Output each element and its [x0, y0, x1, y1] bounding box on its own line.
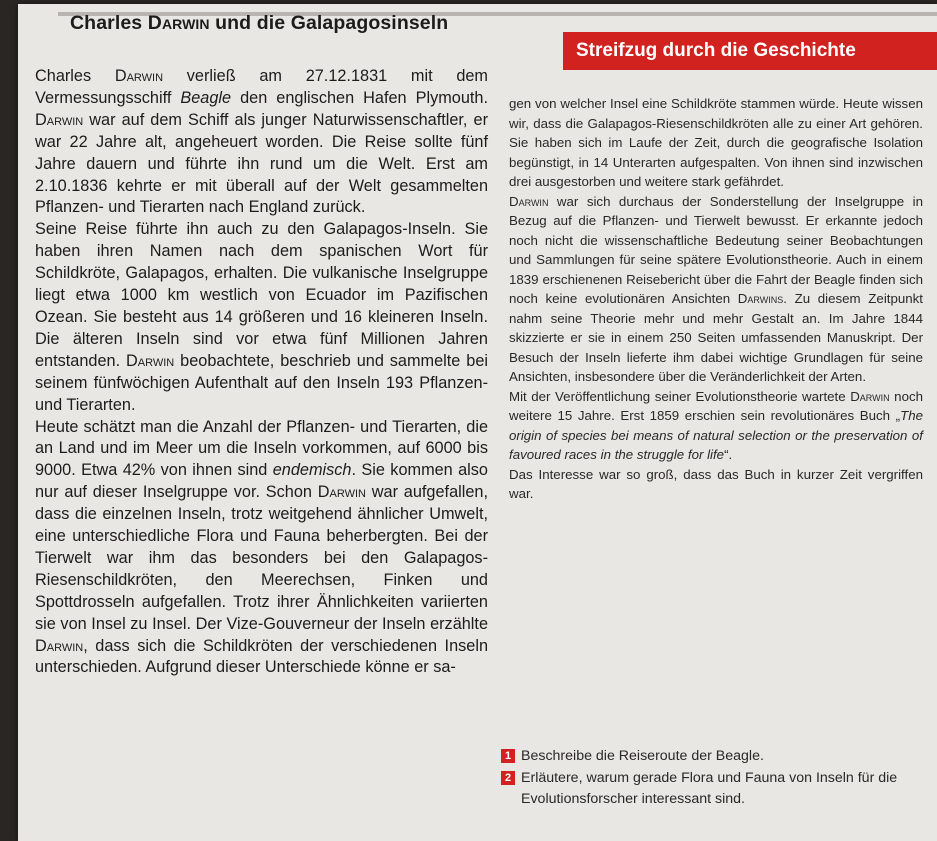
- task-number-badge: 2: [501, 771, 515, 785]
- left-paragraph-3: Heute schätzt man die Anzahl der Pflanzen- und Tierarten, die an Land und im Meer um die Inseln vorkommen, auf 6000 bis 9000. Etwa 42% von ihnen sind endemisch. Sie kommen also nur auf dieser Inselgruppe vor. Schon Darwin war aufgefallen, dass die einzelnen Inseln, trotz weitgehend ähnlicher Umwelt, eine unterschiedliche Flora und Fauna beherbergten. Bei der Tierwelt war ihm das besonders bei den Galapagos-Riesenschildkröten, den Meerechsen, Finken und Spottdrosseln aufgefallen. Trotz ihrer Ähnlichkeiten variierten sie von Insel zu Insel. Der Vize-Gouverneur der Inseln erzählte Darwin, dass sich die Schildkröten der verschiedenen Inseln unterschieden. Aufgrund dieser Unterschiede könne er sa-: [35, 417, 488, 677]
- page-title: Charles Darwin und die Galapagosinseln: [70, 12, 449, 34]
- left-column: [35, 66, 488, 679]
- right-column: [509, 94, 923, 504]
- task-list: [501, 746, 921, 811]
- task-text: Erläutere, warum gerade Flora und Fauna von Inseln für die Evolutionsforscher interessant sind.: [521, 769, 898, 807]
- right-paragraph-1: gen von welcher Insel eine Schildkröte stammen würde. Heute wissen wir, dass die Galapagos-Riesenschildkröten alle zu einer Art gehören. Sie haben sich im Laufe der Zeit, durch die geografische Isolation begünstigt, in 14 Unterarten aufgespalten. Von ihnen sind inzwischen drei ausgestorben und weitere stark gefährdet.: [509, 96, 923, 189]
- section-banner: Streifzug durch die Geschichte: [563, 32, 937, 70]
- task-text: Beschreibe die Reiseroute der Beagle.: [521, 748, 764, 764]
- left-paragraph-1: Charles Darwin verließ am 27.12.1831 mit dem Vermessungsschiff Beagle den englischen Hafen Plymouth. Darwin war auf dem Schiff als junger Naturwissenschaftler, er war 22 Jahre alt, angeheuert worden. Die Reise sollte fünf Jahre dauern und führte ihn rund um die Welt. Erst am 2.10.1836 kehrte er mit überall auf der Welt gesammelten Pflanzen- und Tierarten nach England zurück.: [35, 67, 488, 217]
- task-item: [501, 746, 921, 768]
- textbook-page: [18, 4, 937, 841]
- right-paragraph-4: Das Interesse war so groß, dass das Buch in kurzer Zeit vergriffen war.: [509, 466, 923, 501]
- right-paragraph-3: Mit der Veröffentlichung seiner Evolutionstheorie wartete Darwin noch weitere 15 Jahre. Erst 1859 erschien sein revolutionäres Buch „The origin of species bei means of natural selection or the preservation of favoured races in the struggle for life“.: [509, 388, 924, 462]
- task-item: [501, 768, 921, 811]
- task-number-badge: 1: [501, 749, 515, 763]
- right-paragraph-2: Darwin war sich durchaus der Sonderstellung der Inselgruppe in Bezug auf die Pflanzen- und Tierwelt bewusst. Er erkannte jedoch noch nicht die wissenschaftliche Bedeutung seiner Beobachtungen und Sammlungen für seine spätere Evolutionstheorie. Auch in einem 1839 erschienenen Reisebericht über die Fahrt der Beagle finden sich noch keine evolutionären Ansichten Darwins. Zu diesem Zeitpunkt nahm seine Theorie mehr und mehr Gestalt an. Im Jahre 1844 skizzierte er sie in einem 250 Seiten umfassenden Manuskript. Der Besuch der Inseln lieferte ihm dabei wichtige Grundlagen für seine Ansichten, insbesondere über die Veränderlichkeit der Arten.: [509, 193, 923, 384]
- left-paragraph-2: Seine Reise führte ihn auch zu den Galapagos-Inseln. Sie haben ihren Namen nach dem spanischen Wort für Schildkröte, Galapagos, erhalten. Die vulkanische Inselgruppe liegt etwa 1000 km westlich von Ecuador im Pazifischen Ozean. Sie besteht aus 14 größeren und 16 kleineren Inseln. Die älteren Inseln sind vor etwa fünf Millionen Jahren entstanden. Darwin beobachtete, beschrieb und sammelte bei seinem fünfwöchigen Aufenthalt auf den Inseln 193 Pflanzen- und Tierarten.: [35, 220, 489, 414]
